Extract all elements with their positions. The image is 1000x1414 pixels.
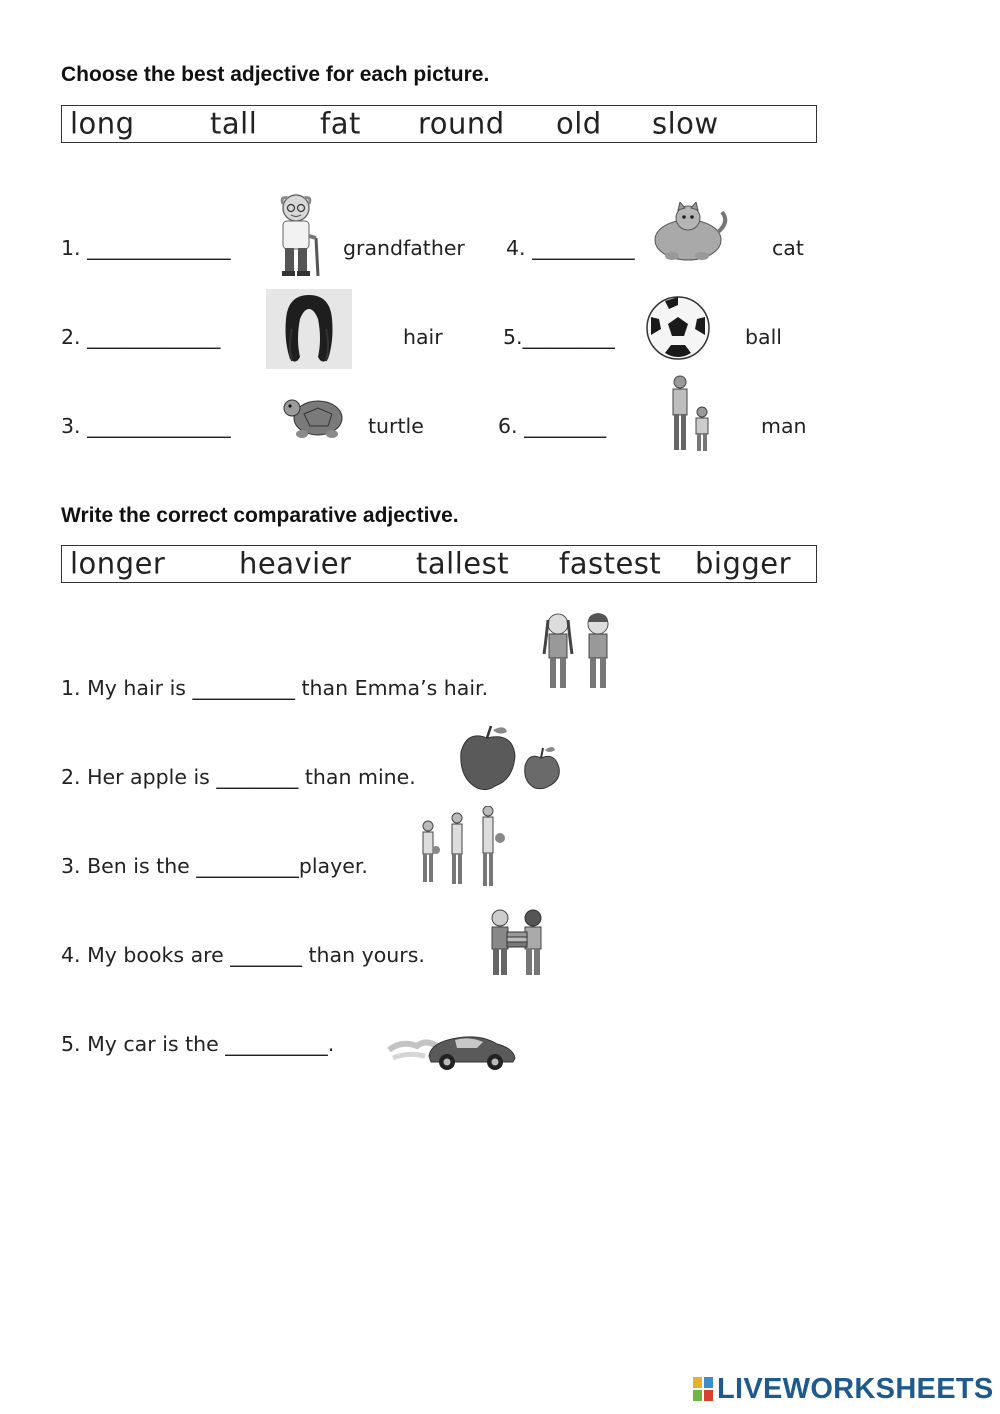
logo-square	[693, 1377, 702, 1388]
item-number: 3.	[61, 414, 81, 438]
sentence-text: 1. My hair is	[61, 676, 193, 700]
answer-blank[interactable]: ________	[524, 414, 607, 438]
word-bank-item: longer	[70, 546, 166, 581]
item-number: 2.	[61, 325, 81, 349]
sentence-text: 4. My books are	[61, 943, 231, 967]
sentence-text: 2. Her apple is	[61, 765, 217, 789]
sentence-3	[61, 854, 368, 878]
noun-label: cat	[772, 236, 804, 260]
sentence-text: than mine.	[298, 765, 416, 789]
cat-picture	[650, 202, 730, 262]
exercise1-item-3	[61, 414, 231, 438]
liveworksheets-logo-icon	[693, 1377, 713, 1401]
answer-blank[interactable]: __________	[196, 854, 299, 878]
item-number: 1.	[61, 236, 81, 260]
sentence-text: than yours.	[302, 943, 425, 967]
answer-blank[interactable]: __________	[532, 236, 635, 260]
racing-car-picture	[387, 1024, 519, 1072]
answer-blank[interactable]: ______________	[87, 414, 231, 438]
word-bank-adjectives	[61, 105, 817, 143]
answer-blank[interactable]: __________	[192, 676, 295, 700]
word-bank-item: heavier	[239, 546, 352, 581]
word-bank-item: fat	[320, 106, 361, 141]
sentence-4	[61, 943, 425, 967]
section1-heading: Choose the best adjective for each picture.	[61, 63, 490, 86]
turtle-picture	[282, 388, 346, 442]
sentence-text: .	[327, 1032, 335, 1056]
man-and-boy-picture	[666, 374, 714, 454]
noun-label: hair	[403, 325, 443, 349]
exercise1-item-5	[503, 325, 615, 349]
noun-label: ball	[745, 325, 782, 349]
logo-square	[704, 1377, 713, 1388]
ball-picture	[645, 295, 711, 361]
sentence-text: than Emma’s hair.	[295, 676, 489, 700]
sentence-text: 3. Ben is the	[61, 854, 197, 878]
word-bank-item: slow	[652, 106, 719, 141]
item-number: 5.	[503, 325, 523, 349]
item-number: 4.	[506, 236, 526, 260]
answer-blank[interactable]: __________	[225, 1032, 328, 1056]
answer-blank[interactable]: _________	[522, 325, 615, 349]
logo-square	[704, 1390, 713, 1401]
word-bank-item: tallest	[416, 546, 510, 581]
hair-picture	[266, 289, 352, 369]
exercise1-item-1	[61, 236, 231, 260]
answer-blank[interactable]: ________	[216, 765, 299, 789]
sentence-5	[61, 1032, 334, 1056]
word-bank-item: old	[556, 106, 602, 141]
noun-label: grandfather	[343, 236, 465, 260]
sentence-1	[61, 676, 488, 700]
word-bank-item: round	[418, 106, 505, 141]
logo-square	[693, 1390, 702, 1401]
item-number: 6.	[498, 414, 518, 438]
word-bank-item: tall	[210, 106, 258, 141]
exercise1-item-4	[506, 236, 635, 260]
grandfather-picture	[274, 192, 324, 278]
kids-with-books-picture	[483, 908, 553, 978]
liveworksheets-logo[interactable]	[693, 1374, 994, 1404]
two-girls-picture	[538, 610, 620, 696]
answer-blank[interactable]: _____________	[87, 325, 221, 349]
sentence-text: player.	[298, 854, 368, 878]
word-bank-comparatives	[61, 545, 817, 583]
exercise1-item-6	[498, 414, 606, 438]
noun-label: man	[761, 414, 807, 438]
apples-picture	[455, 722, 565, 794]
basketball-players-picture	[412, 806, 512, 888]
section2-heading: Write the correct comparative adjective.	[61, 504, 459, 527]
brand-name: LIVEWORKSHEETS	[717, 1372, 994, 1405]
word-bank-item: long	[70, 106, 135, 141]
noun-label: turtle	[368, 414, 424, 438]
answer-blank[interactable]: _______	[230, 943, 302, 967]
answer-blank[interactable]: ______________	[87, 236, 231, 260]
word-bank-item: fastest	[559, 546, 662, 581]
sentence-2	[61, 765, 416, 789]
exercise1-item-2	[61, 325, 220, 349]
word-bank-item: bigger	[695, 546, 792, 581]
sentence-text: 5. My car is the	[61, 1032, 226, 1056]
